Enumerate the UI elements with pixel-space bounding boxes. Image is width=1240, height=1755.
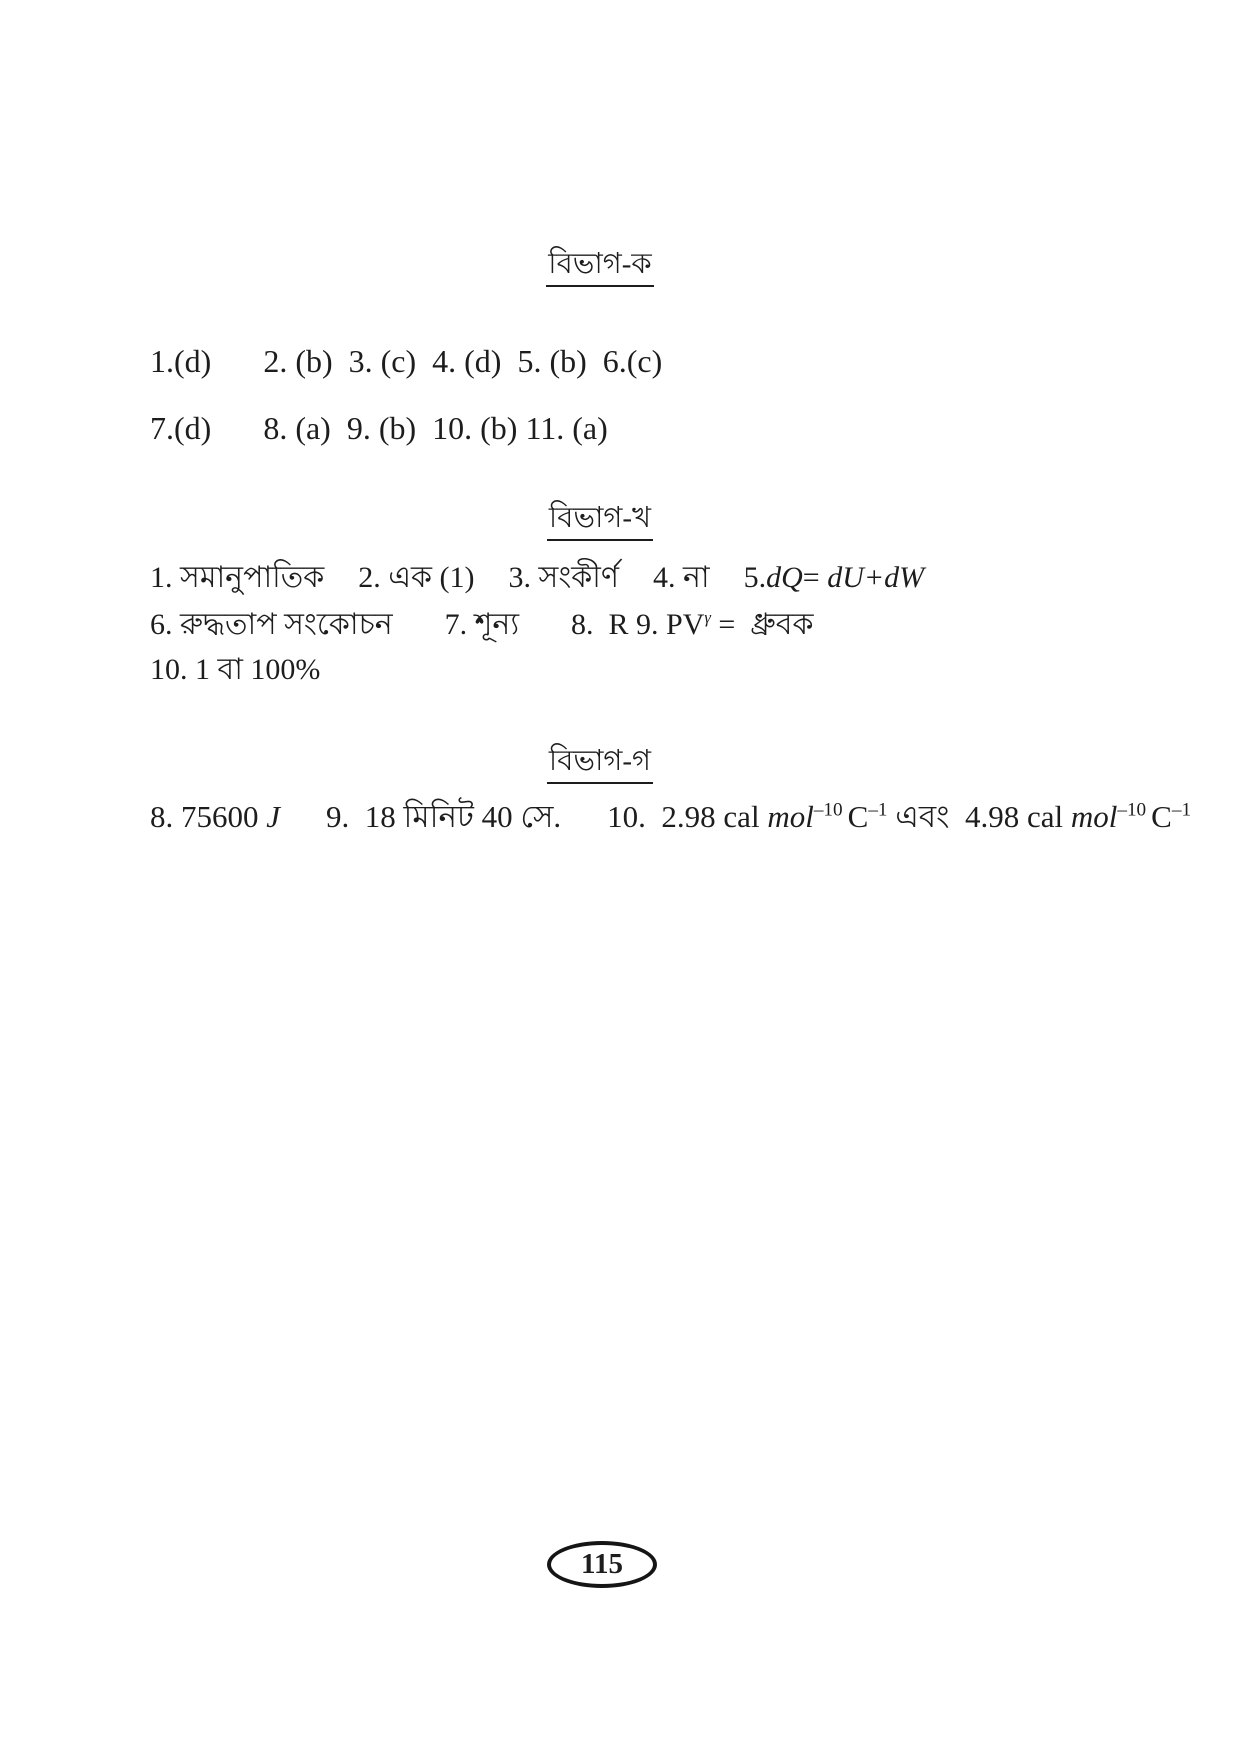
answer-4: 4. না [652, 561, 710, 594]
math-dq: dQ [766, 561, 803, 594]
section-kha-answers-row1 [150, 560, 924, 596]
section-kha-heading-text: বিভাগ-খ [547, 501, 653, 541]
section-kha-answers-row2 [150, 607, 814, 643]
answer-6: 6. রুদ্ধতাপ সংকোচন [150, 608, 393, 641]
answer-4: 4. (d) [432, 343, 502, 379]
answer-2: 2. (b) [263, 343, 333, 379]
unit-mol: mol [1070, 799, 1118, 834]
section-ga-answers-row1 [150, 798, 1191, 835]
answer-11: 11. (a) [525, 410, 608, 446]
answer-8-9: 8. R 9. $PV^\gamma$ = ধ্রুবক [571, 608, 814, 641]
answer-7: 7.(d) [150, 410, 212, 446]
math-du-dw: dU+dW [827, 561, 925, 594]
unit-c: C [847, 799, 869, 834]
section-ga-heading-text: বিভাগ-গ [547, 744, 653, 784]
section-kha-heading [0, 501, 1200, 541]
answer-6: 6.(c) [602, 343, 663, 379]
unit-mol: mol [767, 799, 814, 834]
c-exponent: –1 [868, 799, 888, 821]
section-kha-answers-row3 [150, 652, 320, 688]
gamma-exponent: γ [704, 608, 711, 627]
answer-10: 10. (b) [432, 410, 518, 446]
section-ka-heading-text: বিভাগ-ক [546, 247, 653, 287]
answer-9: 9. (b) [346, 410, 417, 446]
answer-3: 3. সংকীর্ণ [508, 561, 619, 594]
answer-8: 8. (a) [263, 410, 331, 446]
answer-10: 10. 1 বা 100% [150, 653, 321, 686]
section-ka-answers-row1 [150, 342, 662, 380]
mol-exponent: –10 [1117, 799, 1147, 821]
answer-2: 2. এক (1) [358, 561, 475, 594]
answer-8: 8. 75600 J [150, 799, 281, 834]
answer-5: 5.dQ= dU+dW [743, 561, 925, 594]
mol-exponent: –10 [813, 799, 843, 821]
page-number-badge [547, 1541, 657, 1588]
unit-c: C [1151, 799, 1172, 834]
answer-1: 1. সমানুপাতিক [150, 561, 325, 594]
section-ga-heading [0, 744, 1200, 784]
answer-9: 9. 18 মিনিট 40 সে. [326, 799, 562, 834]
answer-5: 5. (b) [517, 343, 587, 379]
answer-3: 3. (c) [348, 343, 417, 379]
section-ka-heading [0, 247, 1200, 287]
c-exponent: –1 [1171, 799, 1192, 821]
answer-1: 1.(d) [150, 343, 212, 379]
page-number: 115 [581, 1548, 623, 1580]
answer-10: 10. 2.98 cal mol$^{-10}$ $C^{-1}$ এবং 4.98 cal mol$^{-10}$ $C^{-1}$ [607, 799, 1192, 834]
unit-joule: J [266, 799, 281, 834]
answer-7: 7. শূন্য [444, 608, 520, 641]
section-ka-answers-row2 [150, 409, 608, 447]
